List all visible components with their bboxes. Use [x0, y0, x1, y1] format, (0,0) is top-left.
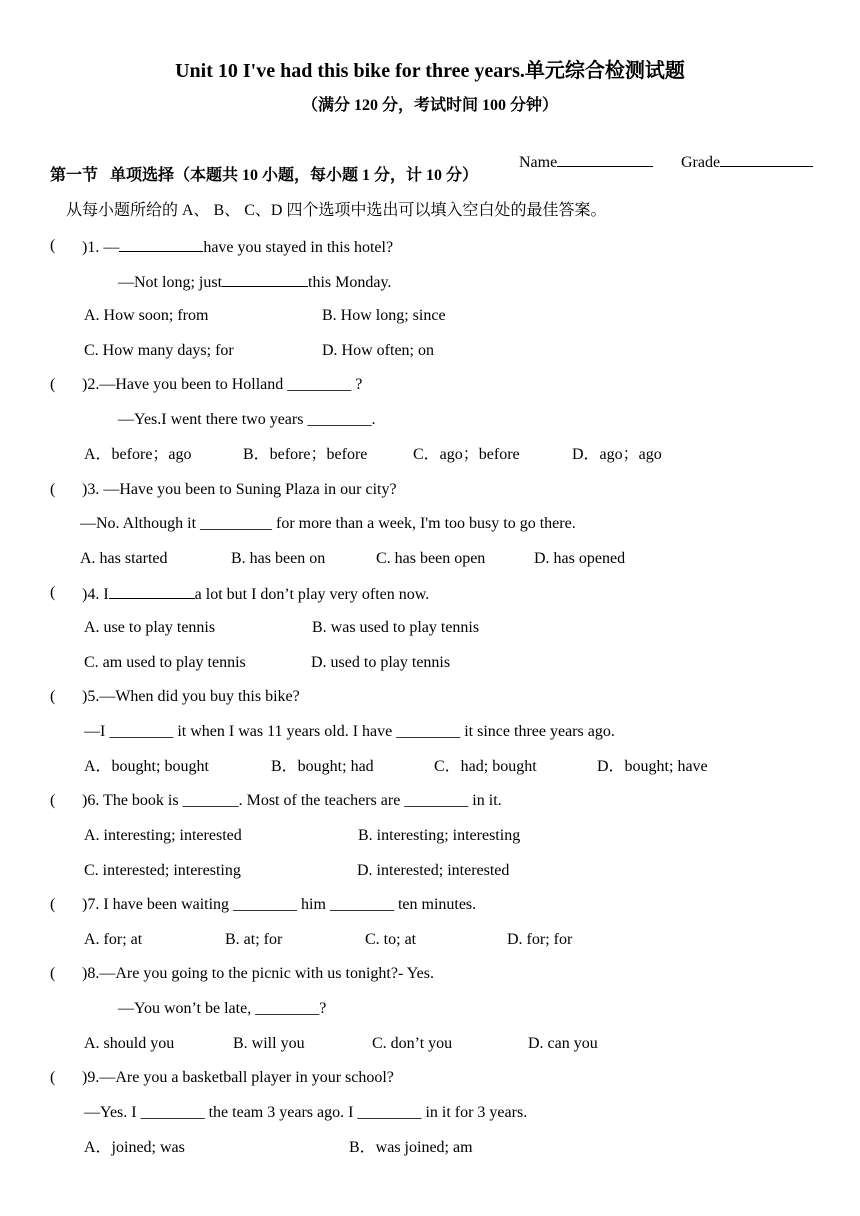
question-stem-2: —Not long; just this Monday.: [118, 271, 391, 293]
option-d: D. interested; interested: [357, 862, 510, 879]
section-heading: 第一节 单项选择（本题共 10 小题，每小题 1 分，计 10 分）: [50, 167, 479, 184]
option-a: A．bought; bought: [84, 758, 209, 775]
question-stem-2: —Yes. I ________ the team 3 years ago. I ________ in it for 3 years.: [84, 1104, 528, 1121]
answer-bracket[interactable]: (: [50, 584, 56, 601]
question-stem: )7. I have been waiting ________ him ________ ten minutes.: [82, 896, 477, 913]
answer-blank: [119, 236, 203, 252]
grade-field[interactable]: [673, 131, 813, 173]
name-label: Name: [519, 154, 558, 171]
answer-blank: [109, 583, 195, 599]
answer-bracket[interactable]: (: [50, 481, 56, 498]
option-d: D. used to play tennis: [311, 654, 451, 671]
option-d: D. has opened: [534, 550, 626, 567]
option-b: B．before；before: [243, 446, 368, 463]
option-c: C. don’t you: [372, 1035, 453, 1052]
option-d: D. for; for: [507, 931, 573, 948]
question-stem: )8.—Are you going to the picnic with us tonight?- Yes.: [82, 965, 434, 982]
option-a: A. interesting; interested: [84, 827, 242, 844]
answer-bracket[interactable]: (: [50, 376, 56, 393]
question-stem-2: —You won’t be late, ________?: [118, 1000, 327, 1017]
option-c: C．had; bought: [434, 758, 537, 775]
option-a: A. has started: [80, 550, 168, 567]
answer-bracket[interactable]: (: [50, 792, 56, 809]
answer-bracket[interactable]: (: [50, 237, 56, 254]
name-field[interactable]: [511, 131, 653, 173]
option-d: D．ago；ago: [572, 446, 662, 463]
question-stem-2: —No. Although it _________ for more than a week, I'm too busy to go there.: [80, 515, 576, 532]
question-stem: )6. The book is _______. Most of the teachers are ________ in it.: [82, 792, 502, 809]
answer-blank: [222, 271, 308, 287]
name-blank[interactable]: [557, 151, 653, 167]
question-stem: )2.—Have you been to Holland ________ ?: [82, 376, 363, 393]
grade-label: Grade: [681, 154, 721, 171]
question-stem: )5.—When did you buy this bike?: [82, 688, 300, 705]
option-c: C. has been open: [376, 550, 486, 567]
option-b: B. will you: [233, 1035, 305, 1052]
question-stem-2: —Yes.I went there two years ________.: [118, 411, 376, 428]
option-c: C. How many days; for: [84, 342, 234, 359]
option-c: C. interested; interesting: [84, 862, 241, 879]
page-title: Unit 10 I've had this bike for three years.单元综合检测试题: [175, 60, 685, 82]
answer-bracket[interactable]: (: [50, 688, 56, 705]
option-b: B. How long; since: [322, 307, 446, 324]
option-b: B. interesting; interesting: [358, 827, 521, 844]
option-b: B. has been on: [231, 550, 326, 567]
option-d: D. can you: [528, 1035, 598, 1052]
question-stem: )9.—Are you a basketball player in your school?: [82, 1069, 394, 1086]
option-b: B．was joined; am: [349, 1139, 473, 1156]
option-c: C. am used to play tennis: [84, 654, 246, 671]
option-a: A. How soon; from: [84, 307, 209, 324]
question-stem: )4. I a lot but I don’t play very often now.: [82, 583, 429, 605]
option-a: A. should you: [84, 1035, 175, 1052]
option-a: A. for; at: [84, 931, 143, 948]
option-a: A. use to play tennis: [84, 619, 216, 636]
option-d: D．bought; have: [597, 758, 708, 775]
option-c: C. to; at: [365, 931, 417, 948]
option-a: A．joined; was: [84, 1139, 185, 1156]
section-instruction: 从每小题所给的 A、 B、 C、D 四个选项中选出可以填入空白处的最佳答案。: [66, 202, 607, 219]
question-stem: )3. —Have you been to Suning Plaza in our city?: [82, 481, 397, 498]
grade-blank[interactable]: [720, 151, 813, 167]
option-d: D. How often; on: [322, 342, 434, 359]
answer-bracket[interactable]: (: [50, 1069, 56, 1086]
option-b: B. was used to play tennis: [312, 619, 480, 636]
answer-bracket[interactable]: (: [50, 965, 56, 982]
option-a: A．before；ago: [84, 446, 192, 463]
answer-bracket[interactable]: (: [50, 896, 56, 913]
option-b: B．bought; had: [271, 758, 374, 775]
question-stem: )1. — have you stayed in this hotel?: [82, 236, 393, 258]
option-b: B. at; for: [225, 931, 283, 948]
question-stem-2: —I ________ it when I was 11 years old. I have ________ it since three years ago.: [84, 723, 615, 740]
page-subtitle: （满分 120 分，考试时间 100 分钟）: [301, 97, 558, 114]
option-c: C．ago；before: [413, 446, 520, 463]
